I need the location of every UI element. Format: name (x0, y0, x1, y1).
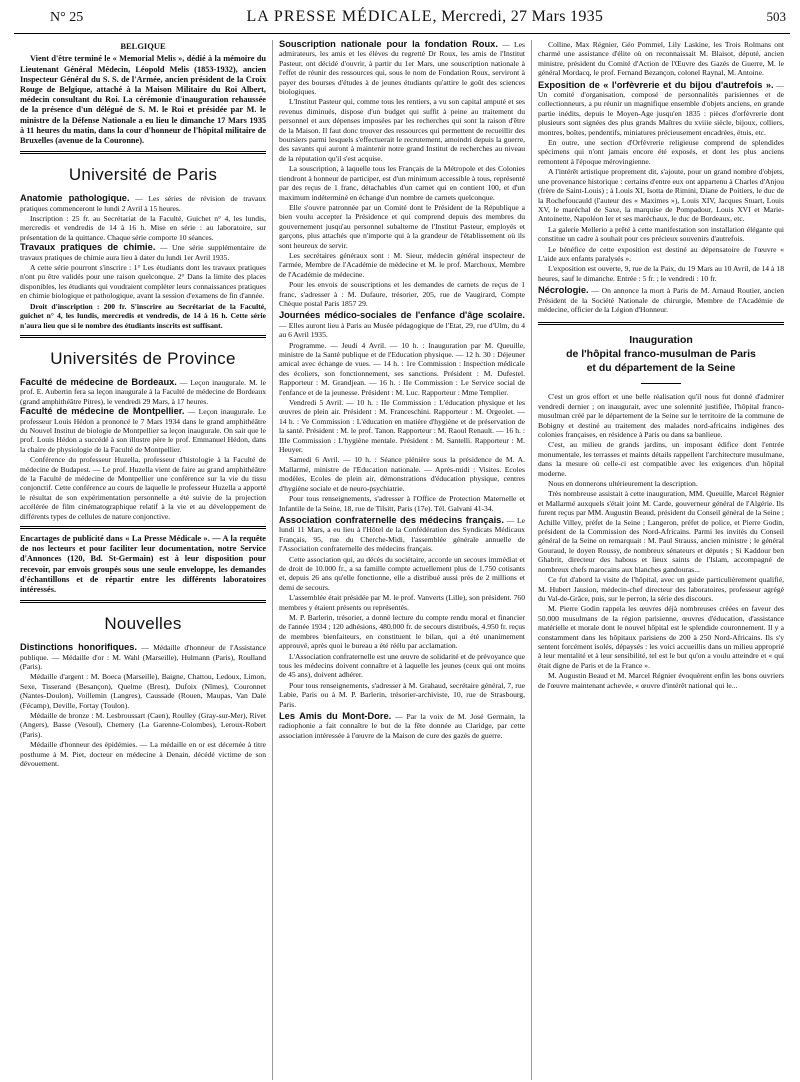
inauguration-text-3: Nous en donnerons ultérieurement la description. (548, 479, 698, 489)
short-divider (641, 383, 681, 384)
divider (20, 151, 266, 154)
journees-text-4: Samedi 6 Avril. — 10 h. : Séance plénière sous la présidence de M. A. Mallarmé, ministre de l'Education nationale. — Après-midi : Visites. Ecoles modèles, Ecoles de plein air, démonstrations d'éducation physique, centres d'hygiène sociale et de neuro-psychiatrie. (279, 455, 525, 493)
necrologie-title: Nécrologie. (538, 285, 589, 296)
inauguration-heading-line-1: Inauguration (629, 334, 693, 347)
souscription-text-3: La souscription, à laquelle tous les Français de la Métropole et des Colonies tiendront à honneur de participer, est d'un minimum accessible à tous, représenté par des reçus de 1 franc, détachables d'un carnet qui en contient 100, et d'un maximum indéterminé en échange d'un nombre de carnets quelconque. (279, 164, 525, 202)
journal-name: LA PRESSE MÉDICALE (246, 8, 433, 25)
association-text-2: Cette association qui, au décès du sociétaire, accorde un secours immédiat et de droit de 10.000 fr., a sa famille compte actuellement plus de 1.750 cotisants et, depuis 26 ans qu'elle fonctionne, elle a distribué aussi près de 2 millions et demi de secours. (279, 554, 525, 592)
distinctions-title: Distinctions honorifiques. (20, 642, 138, 653)
mont-dore-continued: Colline, Max Régnier, Géo Pommel, Lily Laskine, les Trois Rolmans ont charmé une assistance d'élite où on reconnaissait M. Blaisot, député, ancien ministre, président du Comité d'Action de l'Œuvre des Gazés de Guerre, M. le général Mordacq, le prof. Fernand Bezançon, colonel Raynal, M. Antoine. (538, 40, 784, 78)
souscription-title: Souscription nationale pour la fondation Roux. (279, 40, 498, 49)
page-header (14, 8, 790, 34)
journees-text: — Elles auront lieu à Paris au Musée pédagogique de l'Etat, 29, rue d'Ulm, du 4 au 6 Avril 1935. (279, 320, 525, 340)
journees-text-5: Pour tous renseignements, s'adresser à l'Office de Protection Maternelle et Infantile de la Seine, 18, rue de Tilsitt, Paris (17e). Tél. Galvani 41-34. (279, 494, 525, 513)
association-text-3: L'assemblée était présidée par M. le prof. Vanverts (Lille), son président. 760 membres y étaient présents ou représentés. (279, 593, 525, 612)
association-title: Association confraternelle des médecins français. (279, 514, 504, 525)
divider (20, 335, 266, 338)
anatomie-title: Anatomie pathologique. (20, 193, 130, 204)
montpellier-text: — Leçon inaugurale. Le professeur Louis Hédon a prononcé le 7 Mars 1934 dans le grand amphithéâtre du Nouvel Institut de biologie de Montpellier sa leçon inaugurale. On sait que le prof. Louis Hédon a succédé à son illustre père le prof. Emmanuel Hédon, dans la chaire de physiologie de la Faculté de Montpellier. (20, 407, 266, 454)
inauguration-text-2: C'est, au milieu de grands jardins, un imposant édifice dont l'entrée monumentale, les terrasses et maints détails rappellent l'architecture musulmane, dans la mesure où celle-ci est compatible avec les exigences d'un hôpital moderne. (538, 440, 784, 478)
orfevrerie-text-5: Le bénéfice de cette exposition est destiné au dépensatoire de l'œuvre « L'aide aux enfants paralysés ». (538, 244, 784, 263)
divider (538, 322, 784, 325)
chimie-text: — Une série supplémentaire de travaux pratiques de chimie aura lieu à dater du lundi 1er Avril 1935. (20, 243, 267, 262)
orfevrerie-text-4: La galerie Mellerio a prêté à cette manifestation son installation élégante qui constitue un cadre à souhait pour ces précieux souvenirs d'autrefois. (538, 224, 784, 244)
inauguration-text: C'est un gros effort et une belle réalisation qu'il nous fut donné d'admirer vendredi dernier ; on inaugurait, avec une solennité justifiée, l'hôpital franco-musulman créé par le département de la Seine sur le territoire de la commune de Bobigny et destiné au traitement des malades nord-africains indigènes des colonies françaises, en résidence à Paris ou dans sa banlieue. (538, 392, 784, 439)
association-text-5: L'Association confraternelle est une œuvre de solidarité et de prévoyance que tous les médecins doivent connaître et à laquelle les jeunes (ceux qui ont moins de 45 ans), doivent adhérer. (279, 651, 525, 680)
issue-number: N° 25 (50, 10, 84, 25)
divider (20, 600, 266, 603)
page-number: 503 (766, 9, 786, 24)
orfevrerie-text-2: En outre, une section d'Orfèvrerie religieuse comprend de splendides spécimens qui n'ont jamais encore été exposés, et dont les plus anciens remontent à l'époque mérovingienne. (538, 138, 784, 166)
distinctions-text-2: Médaille d'argent : M. Boeca (Marseille), Baigne, Chattou, Ledoux, Limon, Sexe, Tisserand (Besançon), Quelme (Brest), Dufoix (Nîmes), Couronnet (Nantes-Doulon), Voillemin (Langres), Caussade (Rouen, Maupas, Van Dale (Fécamp), Deville, Fortay (Toulon). (20, 672, 266, 710)
column-3 (531, 40, 790, 1080)
souscription-text: — Les admirateurs, les amis et les élèves du regretté Dr Roux, les amis de l'Institut Pasteur, ont décidé d'ouvrir, à partir du 1er Mars, une souscription nationale à l'effet de réunir des ressources qui, sous le nom de Fondation Roux, serviront à payer des bourses d'études à de jeunes étudiants qu'attire le goût des sciences biologiques. (279, 40, 525, 97)
chimie-text-3: Droit d'inscription : 200 fr. S'inscrire au Secrétariat de la Faculté, guichet n° 4, les lundis, mercredis et vendredis, de 14 à 16 h. Cette série n'aura lieu que si le nombre des étudiants inscrits est suffisant. (20, 301, 266, 330)
association-text: — Le lundi 11 Mars, a eu lieu à l'Hôtel de la Confédération des Syndicats Médicaux Français, 95, rue du Cherche-Midi, l'assemblée générale annuelle de l'Association confraternelle des médecins français. (279, 515, 525, 554)
association-text-6: Pour tous renseignements, s'adresser à M. Grahaud, secrétaire général, 7, rue Labie, Paris ou à M. P. Barlerin, trésorier-archiviste, 10, rue de Strasbourg, Paris. (279, 680, 525, 709)
amis-mont-dore-text: — Par la voix de M. José Germain, la radiophonie a fait connaître le but de la fête donnée au Claridge, par cette association intéressée à l'œuvre de la Maison de cure des gazés de guerre. (279, 712, 525, 740)
orfevrerie-text-3: A l'intérêt artistique proprement dit, s'ajoute, pour un grand nombre d'objets, une provenance historique : certains d'entre eux ont appartenu à Charles d'Anjou (frère de Saint-Louis) ; à Louis XI, Isotta de Rimini, Diane de Poitiers, le duc de la Rochefoucauld (l'auteur des « Maximes »), Louis XIV, Jacques Stuart, Louis XV, le maréchal de Saxe, la marquise de Pompadour, Louis XVI et Marie-Antoinette, Napoléon Ier et ses maréchaux, le duc de Bordeaux, etc. (538, 167, 784, 224)
distinctions-text-4: Médaille d'honneur des épidémies. — La médaille en or est décernée à titre posthume à M. Piet, docteur en médecine à Denain, décédé victime de son dévouement. (20, 740, 266, 769)
encartages-text: Encartages de publicité dans « La Presse Médicale ». — A la requête de nos lecteurs et pour faciliter leur documentation, notre Service d'Annonces (120, Bd. St-Germain) est à leur disposition pour recevoir, par envois groupés sous une seule enveloppe, les demandes d'échantillons et de répartir entre les différents laboratoires intéressés. (20, 534, 266, 595)
belgique-heading: BELGIQUE (120, 41, 166, 51)
journees-title: Journées médico-sociales de l'enfance d'âge scolaire. (279, 310, 525, 321)
bordeaux-text: — Leçon inaugurale. M. le prof. E. Aubertin fera sa leçon inaugurale à la Faculté de médecine de Bordeaux (grand amphithéâtre Pitres), le vendredi 29 Mars, à 17 heures. (20, 377, 266, 406)
inauguration-text-5: Ce fut d'abord la visite de l'hôpital, avec un guide particulièrement qualifié, M. Hubert Jausion, médecin-chef directeur des laboratoires, professeur agrégé du Val-de-Grâce, puis, sur le perron, la série des discours. (538, 575, 784, 603)
issue-date: Mercredi, 27 Mars 1935 (441, 8, 604, 25)
chimie-text-2: A cette série pourront s'inscrire : 1° Les étudiants dont les travaux pratiques n'ont pu être validés pour une raison quelconque. 2° Dans la limite des places disponibles, les étudiants qui voudraient compléter leurs connaissances pratiques en chimie biologique et pathologique, avant la session d'examens de fin d'année. (20, 263, 266, 301)
divider (20, 526, 266, 529)
inauguration-text-6: M. Pierre Godin rappela les œuvres déjà nombreuses créées en faveur des 50.000 musulmans de la région parisienne, œuvres d'éducation, d'assistance matérielle et morale dont le nouvel hôpital est le splendide couronnement. Il y a constamment dans les hôpitaux parisiens de 200 à 250 Nord-Africains. Ils s'y sentent forcément isolés, dépaysés : les voici accueillis dans un milieu approprié à leur mentalité et à leur sensibilité, tel est le but qu'on a voulu atteindre et « qui était digne de Paris et de la France ». (538, 604, 784, 670)
journees-text-2: Programme. — Jeudi 4 Avril. — 10 h. : Inauguration par M. Queuille, ministre de la Santé publique et de l'Education physique. — 12 h. 30 : Déjeuner amical avec échange de vues. — 14 h. : 1re Commission : Inspection médicale des écoliers, son fonctionnement, ses sanctions. Président : M. Dufestel. Rapporteur : M. Grandjean. — 16 h. : IIe Commission : Le Service social de l'enfance et de la jeunesse. Président : M. Luc. Rapporteur : Mme Templier. (279, 340, 525, 397)
amis-mont-dore-title: Les Amis du Mont-Dore. (279, 711, 392, 722)
necrologie-text: — On annonce la mort à Paris de M. Arnaud Routier, ancien Président de la Société Nationale de chirurgie, Membre de l'Académie de médecine, officier de la Légion d'Honneur. (538, 286, 784, 314)
chimie-title: Travaux pratiques de chimie. (20, 242, 156, 253)
orfevrerie-text-6: L'exposition est ouverte, 9, rue de la Paix, du 19 Mars au 10 Avril, de 14 à 18 heures, sauf le dimanche. Entrée : 5 fr. ; le vendredi : 10 fr. (538, 264, 784, 283)
montpellier-title: Faculté de médecine de Montpellier. (20, 406, 185, 417)
orfevrerie-title: Exposition de « l'orfèvrerie et du bijou d'autrefois ». (538, 79, 774, 90)
column-1 (14, 40, 272, 1080)
column-2 (272, 40, 531, 1080)
orfevrerie-text: — Un comité d'organisation, composé de personnalités parisiennes et de collectionneurs, a pu réunir un magnifique ensemble d'objets anciens, en grande partie inédits, depuis le Moyen-Age jusqu'en 1835 : pièces d'orfèvrerie dont plusieurs sont signées des plus grands Maîtres du xviiie siècle, bijoux, colliers, montres, boîtes, pendentifs, miniatures précieusement encadrées, étuis, etc. (538, 80, 784, 137)
journees-text-3: Vendredi 5 Avril. — 10 h. : IIe Commission : L'éducation physique et les œuvres de plein air. Président : M. Franceschini. Rapporteur : M. Orgeolet. — 14 h. : Ve Commission : L'éducation en matière d'hygiène et de préservation de la santé. Président : M. le prof. Tanon. Rapporteur : M. Raoul Renault. — 16 h. : IIIe Commission : L'hygiène mentale. Président : M. Santelli. Rapporteur : M. Heuyer. (279, 398, 525, 455)
inauguration-text-7: M. Augustin Beaud et M. Marcel Régnier évoquèrent enfin les bons ouvriers de l'œuvre maintenant achevée, « œuvre d'intérêt national qui le... (538, 671, 784, 690)
anatomie-text-2: Inscription : 25 fr. au Secrétariat de la Faculté, Guichet n° 4, les lundis, mercredis et vendredis de 14 à 16 h. Mise en série : au laboratoire, sur présentation de la quittance. Chaque série comporte 10 séances. (20, 214, 266, 242)
inauguration-heading (538, 333, 784, 375)
souscription-text-5: Les secrétaires généraux sont : M. Sieur, médecin général inspecteur de l'armée, Membre de l'Académie de médecine et M. le prof. Marchoux, Membre de l'Académie de médecine. (279, 250, 525, 279)
distinctions-text: — Médaille d'honneur de l'Assistance publique. — Médaille d'or : M. Wahl (Marseille), Hulmann (Paris), Roulland (Paris). (20, 643, 266, 672)
souscription-text-4: Elle s'ouvre patronnée par un Comité dont le Président de la République a bien voulu accepter la Présidence et qui comprend depuis des membres du gouvernement jusqu'au personnel subalterne de l'Institut Pasteur, employés et garçons, plus attachés que n'importe qui à la grandeur de l'établissement où ils sont heureux de servir. (279, 202, 525, 250)
anatomie-text: — Les séries de révision de travaux pratiques commenceront le lundi 2 Avril à 15 heures. (20, 194, 266, 213)
distinctions-text-3: Médaille de bronze : M. Lesbroussart (Caen), Roulley (Gray-sur-Mer), Rivet (Angers), Basse (Vesoul), Chemery (La Garenne-Colombes), Leroux-Robert (Paris). (20, 711, 266, 739)
journal-title: LA PRESSE MÉDICALE, Mercredi, 27 Mars 1935 (246, 8, 604, 25)
belgique-text: Vient d'être terminé le « Memorial Melis », dédié à la mémoire du Lieutenant Général Médecin, Léopold Melis (1853-1932), ancien Inspecteur Général du S. S. de l'Armée, ancien président de la Croix Rouge de Belgique, attaché à la Maison Militaire du Roi Albert, médecin consultant du Roi. La cérémonie d'inauguration rehaussée de la présence d'un délégué de S. M. le Roi et présidée par M. le ministre de la Défense Nationale a eu lieu le dimanche 17 Mars 1935 à 11 heures du matin, dans la cour d'honneur de l'hôpital militaire de Bruxelles (avenue de la Couronne). (20, 54, 266, 146)
bordeaux-title: Faculté de médecine de Bordeaux. (20, 376, 177, 387)
souscription-text-2: L'Institut Pasteur qui, comme tous les rentiers, a vu son capital amputé et ses revenus diminués, dispose d'un budget qui suffit à peine au traitement du personnel et aux dépenses imposées par les recherches qui sont la raison d'être de la Maison. Il faut donc trouver des ressources qui permettent de recueillir des boursiers parmi lesquels s'effectuerait le recrutement, amoindri depuis la guerre, des savants qui auront à maintenir notre grand Institut de recherches au niveau de la réputation qu'il s'est acquise. (279, 97, 525, 163)
nouvelles-heading: Nouvelles (104, 614, 182, 634)
souscription-text-6: Pour les envois de souscriptions et les demandes de carnets de reçus de 1 franc, s'adresser à : M. Dufaure, trésorier, 205, rue de Vaugirard, Compte Chèque postal Paris 1857 29. (279, 280, 525, 308)
universite-paris-heading: Université de Paris (68, 165, 218, 185)
inauguration-text-4: Très nombreuse assistait à cette inauguration, MM. Queuille, Marcel Régnier et Mallarmé auxquels s'était joint M. Carde, gouverneur général de l'Algérie. Ils furent reçus par MM. Augustin Beaud, président du Conseil général de la Seine ; Achille Villey, préfet de la Seine ; Langeron, préfet de police, et Pierre Godin, président de la Commission des Nord-Africains. Parmi les invités du Conseil général de la Seine on remarquait : M. Paul Strauss, ancien ministre ; le général Gouraud, le doyen Roussy, de nombreux sénateurs et députés ; Si Kaddour ben Ghabrit, directeur des habous et lieux saints de l'Islam, accompagné de nombreux chefs marocains aux blanches gandouras... (538, 489, 784, 574)
inauguration-heading-line-3: et du département de la Seine (586, 362, 736, 375)
association-text-4: M. P. Barlerin, trésorier, a donné lecture du compte rendu moral et financier de l'année 1934 ; 120 adhésions, 480.000 fr. de secours distribués, 4.950 fr. reçus de membres bienfaiteurs, en constituent le bilan, qui a été unanimement approuvé, après quoi le bureau a été réélu par acclamation. (279, 612, 525, 651)
inauguration-heading-line-2: de l'hôpital franco-musulman de Paris (566, 348, 756, 361)
montpellier-text-2: Conférence du professeur Huzella, professeur d'histologie à la Faculté de médecine de Budapest. — Le prof. Huzella vient de faire au grand amphithéâtre de la Faculté de médecine de Montpellier une conférence sur la vie du tissu conjonctif. Cette conférence au cours de laquelle le professeur Huzella a apporté le résultat de son expérimentation personnelle a été suivie de la projection accélérée de film cinématographique relatif à la vie et au développement de différents types de cellules de nature conjonctive. (20, 455, 266, 521)
universites-province-heading: Universités de Province (50, 348, 236, 368)
